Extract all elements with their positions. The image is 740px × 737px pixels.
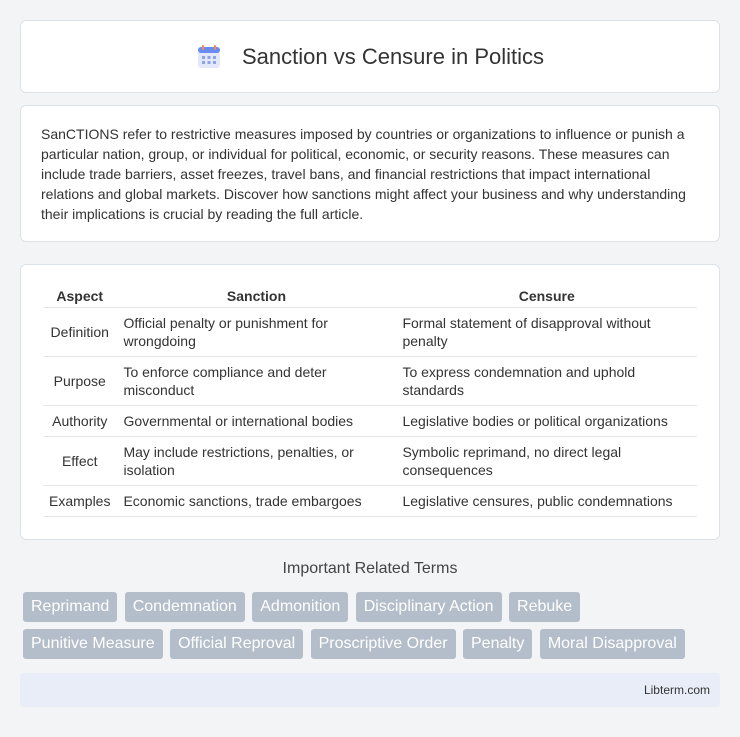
tag-punitive-measure[interactable]: Punitive Measure — [23, 629, 163, 659]
calendar-grid-icon — [196, 44, 222, 70]
tag-condemnation[interactable]: Condemnation — [125, 592, 245, 622]
table-cell-sanction: Official penalty or punishment for wrongdoing — [117, 308, 396, 357]
table-cell-sanction: Governmental or international bodies — [117, 406, 396, 437]
table-cell-censure: Formal statement of disapproval without penalty — [396, 308, 697, 357]
column-header-sanction: Sanction — [117, 285, 396, 308]
table-row — [43, 308, 697, 357]
footer — [20, 673, 720, 707]
table-cell-censure: Symbolic reprimand, no direct legal consequences — [396, 437, 697, 486]
intro-card — [20, 105, 720, 242]
related-terms-title: Important Related Terms — [282, 560, 458, 577]
table-row — [43, 437, 697, 486]
tag-penalty[interactable]: Penalty — [463, 629, 532, 659]
table-cell-sanction: May include restrictions, penalties, or isolation — [117, 437, 396, 486]
table-header-row — [43, 285, 697, 308]
tag-proscriptive-order[interactable]: Proscriptive Order — [311, 629, 456, 659]
comparison-table-card — [20, 264, 720, 540]
tag-rebuke[interactable]: Rebuke — [509, 592, 580, 622]
table-cell-censure: Legislative censures, public condemnations — [396, 486, 697, 517]
table-cell-aspect: Examples — [43, 486, 117, 517]
table-cell-censure: To express condemnation and uphold standards — [396, 357, 697, 406]
table-cell-aspect: Definition — [43, 308, 117, 357]
table-row — [43, 357, 697, 406]
footer-site-link[interactable]: Libterm.com — [643, 683, 710, 697]
tag-reprimand[interactable]: Reprimand — [23, 592, 117, 622]
header-card — [20, 20, 720, 93]
table-cell-aspect: Purpose — [43, 357, 117, 406]
comparison-table — [43, 285, 697, 517]
page-title: Sanction vs Censure in Politics — [241, 43, 545, 69]
table-row — [43, 486, 697, 517]
column-header-aspect: Aspect — [43, 285, 117, 308]
table-cell-aspect: Authority — [43, 406, 117, 437]
tag-disciplinary-action[interactable]: Disciplinary Action — [356, 592, 502, 622]
table-row — [43, 406, 697, 437]
column-header-censure: Censure — [396, 285, 697, 308]
intro-text: SanCTIONS refer to restrictive measures imposed by countries or organizations to influence or punish a particular nation, group, or individual for political, economic, or security reasons. These measures can include trade barriers, asset freezes, travel bans, and financial restrictions that impact international relations and global markets. Discover how sanctions might affect your business and why understanding their implications is crucial by reading the full article. — [41, 126, 686, 222]
table-cell-censure: Legislative bodies or political organizations — [396, 406, 697, 437]
table-cell-aspect: Effect — [43, 437, 117, 486]
tag-moral-disapproval[interactable]: Moral Disapproval — [540, 629, 685, 659]
table-cell-sanction: To enforce compliance and deter misconduct — [117, 357, 396, 406]
table-cell-sanction: Economic sanctions, trade embargoes — [117, 486, 396, 517]
tag-admonition[interactable]: Admonition — [252, 592, 348, 622]
tag-official-reproval[interactable]: Official Reproval — [170, 629, 303, 659]
related-terms-tags — [23, 592, 723, 666]
